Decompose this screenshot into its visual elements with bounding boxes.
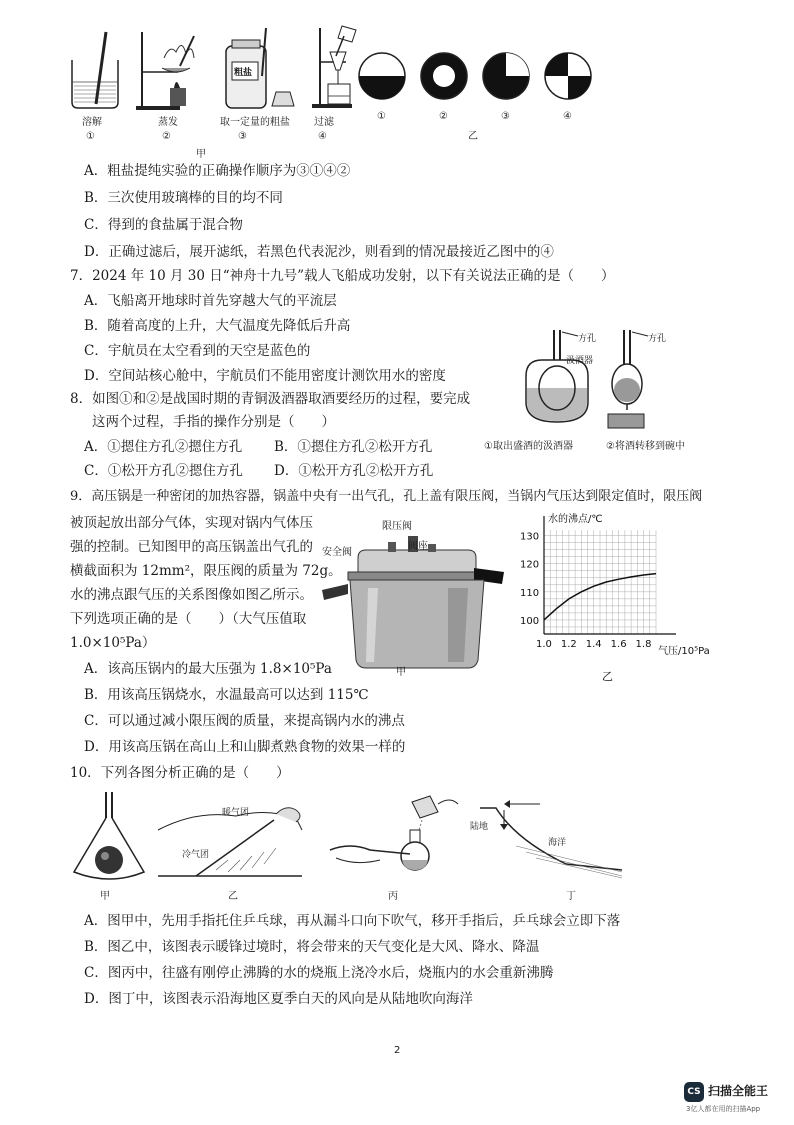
q9-stem-line-1: 9．高压锅是一种密闭的加热容器，锅盖中央有一出气孔，孔上盖有限压阀，当锅内气压达到限定值时，限压阀 — [70, 489, 703, 504]
q10-stem: 10．下列各图分析正确的是（ ） — [70, 765, 290, 781]
q9-stem-line-4: 横截面积为 12mm²，限压阀的质量为 72g。 — [70, 563, 342, 579]
fig-label-warm: 暖气团 — [222, 808, 250, 818]
lab-step-evaporate-figure — [134, 28, 206, 112]
q6-option-a: A．粗盐提纯实验的正确操作顺序为③①④② — [84, 163, 351, 179]
step-label: 取一定量的粗盐 — [220, 117, 290, 128]
chart-y-tick-label: 100 — [520, 615, 540, 627]
filter-number: ④ — [563, 111, 572, 122]
q6-option-d: D．正确过滤后，展开滤纸，若黑色代表泥沙，则看到的情况最接近乙图中的④ — [84, 244, 554, 260]
chart-x-tick-label: 1.0 — [536, 639, 552, 650]
q9-stem-line-5: 水的沸点跟气压的关系图像如图乙所示。 — [70, 587, 313, 603]
scanner-app-name: 扫描全能王 — [708, 1084, 769, 1098]
filter-paper-2 — [420, 52, 468, 100]
fig-label-safety: 安全阀 — [322, 547, 352, 558]
q10-option-a: A．图甲中，先用手指托住乒乓球，再从漏斗口向下吹气，移开手指后，乒乓球会立即下落 — [84, 913, 621, 929]
scanner-app-logo: CS — [684, 1082, 704, 1102]
q7-option-c: C．宇航员在太空看到的天空是蓝色的 — [84, 343, 311, 359]
q9-option-c: C．可以通过减小限压阀的质量，来提高锅内水的沸点 — [84, 713, 405, 729]
step-number: ② — [162, 131, 171, 142]
q9-stem-line-7: 1.0×10⁵Pa） — [70, 635, 156, 651]
q10-option-c: C．图丙中，往盛有刚停止沸腾的水的烧瓶上浇冷水后，烧瓶内的水会重新沸腾 — [84, 965, 554, 981]
q7-option-a: A．飞船离开地球时首先穿越大气的平流层 — [84, 293, 337, 309]
step-number: ④ — [318, 131, 327, 142]
fig-label-sea: 海洋 — [548, 838, 567, 848]
q8-caption-2: ②将酒转移到碗中 — [606, 441, 685, 452]
q6-option-b: B．三次使用玻璃棒的目的均不同 — [84, 190, 283, 206]
filter-number: ③ — [501, 111, 510, 122]
q8-option-d: D．①松开方孔②松开方孔 — [274, 463, 434, 479]
q10-figure-flask — [326, 786, 462, 882]
fig-label-jia: 甲 — [396, 667, 406, 678]
filter-paper-4 — [544, 52, 592, 100]
fig-label-device: 汲酒器 — [566, 356, 594, 366]
boiling-point-chart — [510, 508, 740, 688]
q9-option-b: B．用该高压锅烧水，水温最高可以达到 115℃ — [84, 687, 369, 703]
fig-label-yi: 乙 — [228, 891, 238, 902]
fig-label-hole-1: 方孔 — [578, 334, 597, 344]
q9-stem-line-6: 下列选项正确的是（ ）（大气压值取 — [70, 611, 307, 627]
q10-option-b: B．图乙中，该图表示暖锋过境时，将会带来的天气变化是大风、降水、降温 — [84, 939, 540, 955]
q10-figure-funnel — [70, 790, 150, 890]
chart-ylabel: 水的沸点/℃ — [548, 514, 603, 525]
page-number: 2 — [394, 1045, 401, 1056]
q9-option-d: D．用该高压锅在高山上和山脚煮熟食物的效果一样的 — [84, 739, 406, 755]
step-number: ③ — [238, 131, 247, 142]
chart-x-tick-label: 1.4 — [585, 639, 602, 650]
chart-x-tick-label: 1.2 — [560, 639, 577, 650]
fig-label-jia: 甲 — [100, 891, 110, 902]
step-label: 过滤 — [314, 117, 334, 128]
fig-label-cold: 冷气团 — [182, 850, 210, 860]
figure-caption-yi: 乙 — [468, 131, 478, 142]
chart-x-tick-label: 1.6 — [610, 639, 627, 650]
q8-stem-line-1: 8．如图①和②是战国时期的青铜汲酒器取酒要经历的过程，要完成 — [70, 391, 471, 407]
q8-option-b: B．①摁住方孔②松开方孔 — [274, 439, 433, 455]
q7-stem: 7．2024 年 10 月 30 日“神舟十九号”载人飞船成功发射，以下有关说法正确的是（ ） — [70, 268, 615, 284]
fig-label-bing: 丙 — [388, 891, 398, 902]
chart-y-tick-label: 130 — [520, 531, 540, 543]
fig-label-land: 陆地 — [470, 822, 489, 832]
q10-option-d: D．图丁中，该图表示沿海地区夏季白天的风向是从陆地吹向海洋 — [84, 991, 473, 1007]
lab-step-dissolve-figure — [66, 30, 126, 110]
scanner-app-subtitle: 3亿人都在用的扫描App — [686, 1105, 761, 1113]
q6-option-c: C．得到的食盐属于混合物 — [84, 217, 243, 233]
q9-option-a: A．该高压锅内的最大压强为 1.8×10⁵Pa — [84, 661, 332, 677]
chart-y-tick-label: 110 — [520, 587, 540, 599]
q8-stem-line-2: 这两个过程，手指的操作分别是（ ） — [92, 414, 335, 430]
filter-number: ① — [377, 111, 386, 122]
step-number: ① — [86, 131, 95, 142]
q8-caption-1: ①取出盛酒的汲酒器 — [484, 441, 573, 452]
chart-xlabel: 气压/10⁵Pa — [658, 646, 710, 657]
fig-label-ding: 丁 — [566, 891, 576, 902]
q7-option-b: B．随着高度的上升，大气温度先降低后升高 — [84, 318, 351, 334]
step-label: 蒸发 — [158, 117, 178, 128]
fig-label-valve: 限压阀 — [382, 521, 412, 532]
filter-number: ② — [439, 111, 448, 122]
lab-step-weigh-salt-figure — [218, 26, 298, 112]
q9-stem-line-3: 强的控制。已知图甲的高压锅盖出气孔的 — [70, 539, 313, 555]
step-label: 溶解 — [82, 117, 102, 128]
chart-y-tick-label: 120 — [520, 559, 540, 571]
q8-option-c: C．①松开方孔②摁住方孔 — [84, 463, 243, 479]
q8-option-a: A．①摁住方孔②摁住方孔 — [84, 439, 243, 455]
filter-paper-1 — [358, 52, 406, 100]
q9-stem-line-2: 被顶起放出部分气体，实现对锅内气体压 — [70, 515, 313, 531]
lab-step-filter-figure — [306, 22, 366, 112]
fig-label-seat: 阀座 — [408, 541, 428, 552]
figure-caption-jia: 甲 — [196, 149, 206, 160]
filter-paper-3 — [482, 52, 530, 100]
fig-label-hole-2: 方孔 — [648, 334, 667, 344]
chart-caption: 乙 — [602, 670, 613, 683]
jar-label: 粗盐 — [234, 68, 253, 78]
chart-x-tick-label: 1.8 — [635, 639, 652, 650]
q7-option-d: D．空间站核心舱中，宇航员们不能用密度计测饮用水的密度 — [84, 368, 446, 384]
